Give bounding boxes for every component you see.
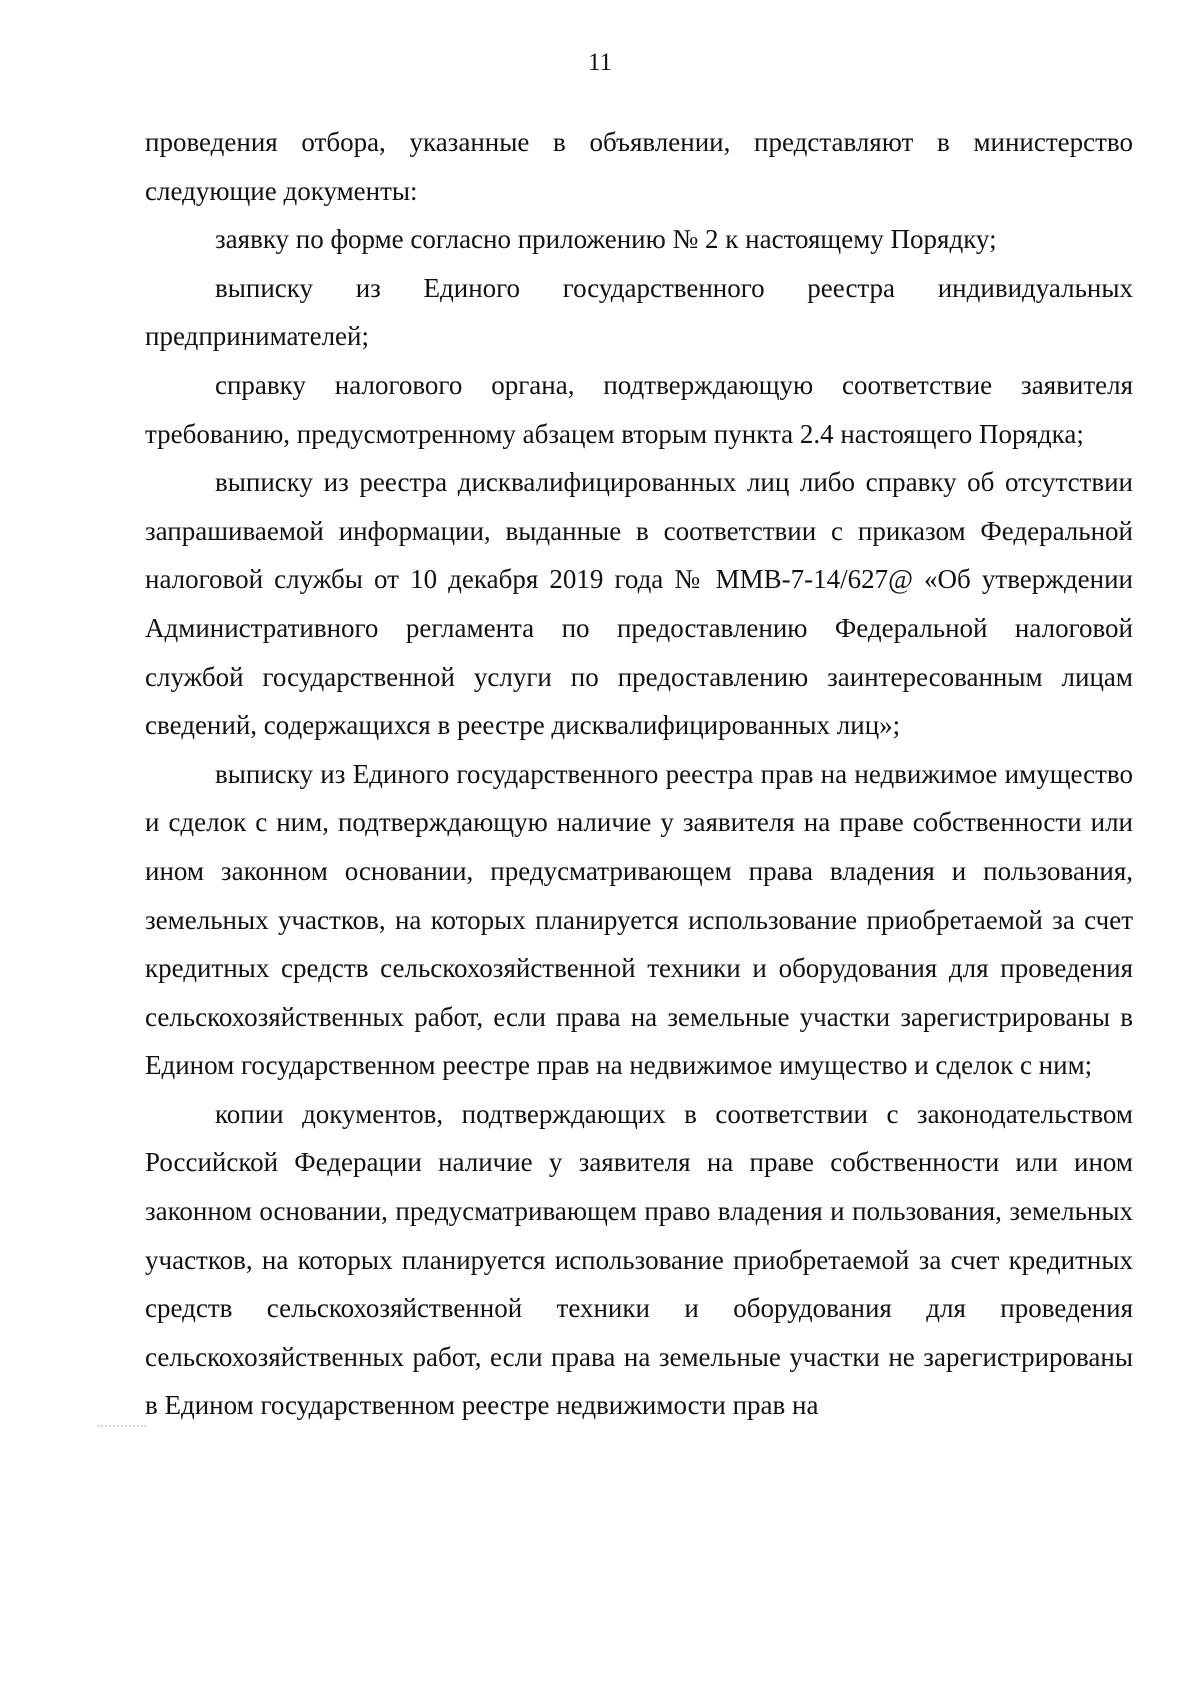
- page-number: 11: [587, 49, 613, 76]
- paragraph-real-estate-extract: выписку из Единого государственного реестра прав на недвижимое имущество и сделок с ним, подтверждающую наличие у заявителя на праве собственности или ином законном основании, предусматривающем права владения и пользования, земельных участков, на которых планируется использование приобретаемой за счет кредитных средств сельскохозяйственной техники и оборудования для проведения сельскохозяйственных работ, если права на земельные участки зарегистрированы в Едином государственном реестре прав на недвижимое имущество и сделок с ним;: [145, 758, 1133, 1081]
- paragraph-tax-certificate: справку налогового органа, подтверждающую соответствие заявителя требованию, предусмотренному абзацем вторым пункта 2.4 настоящего Порядка;: [145, 369, 1133, 449]
- paragraph-disqualified-registry: выписку из реестра дисквалифицированных лиц либо справку об отсутствии запрашиваемой информации, выданные в соответствии с приказом Федеральной налоговой службы от 10 декабря 2019 года № ММВ-7-14/627@ «Об утверждении Административного регламента по предоставлению Федеральной налоговой службой государственной услуги по предоставлению заинтересованным лицам сведений, содержащихся в реестре дисквалифицированных лиц»;: [145, 467, 1133, 741]
- paragraph-land-documents: копии документов, подтверждающих в соответствии с законодательством Российской Федерации наличие у заявителя на праве собственности или ином законном основании, предусматривающем право владения и пользования, земельных участков, на которых планируется использование приобретаемой за счет кредитных средств сельскохозяйственной техники и оборудования для проведения сельскохозяйственных работ, если права на земельные участки не зарегистрированы в Едином государственном реестре недвижимости прав на: [145, 1098, 1133, 1421]
- paragraph-intro: проведения отбора, указанные в объявлении, представляют в министерство следующие документы:: [145, 127, 1133, 206]
- body-text: [145, 118, 1133, 1430]
- paragraph-application-form: заявку по форме согласно приложению № 2 к настоящему Порядку;: [215, 224, 997, 255]
- scan-artifact: [98, 1425, 146, 1427]
- paragraph-egrip-extract: выписку из Единого государственного реестра индивидуальных предпринимателей;: [145, 272, 1133, 352]
